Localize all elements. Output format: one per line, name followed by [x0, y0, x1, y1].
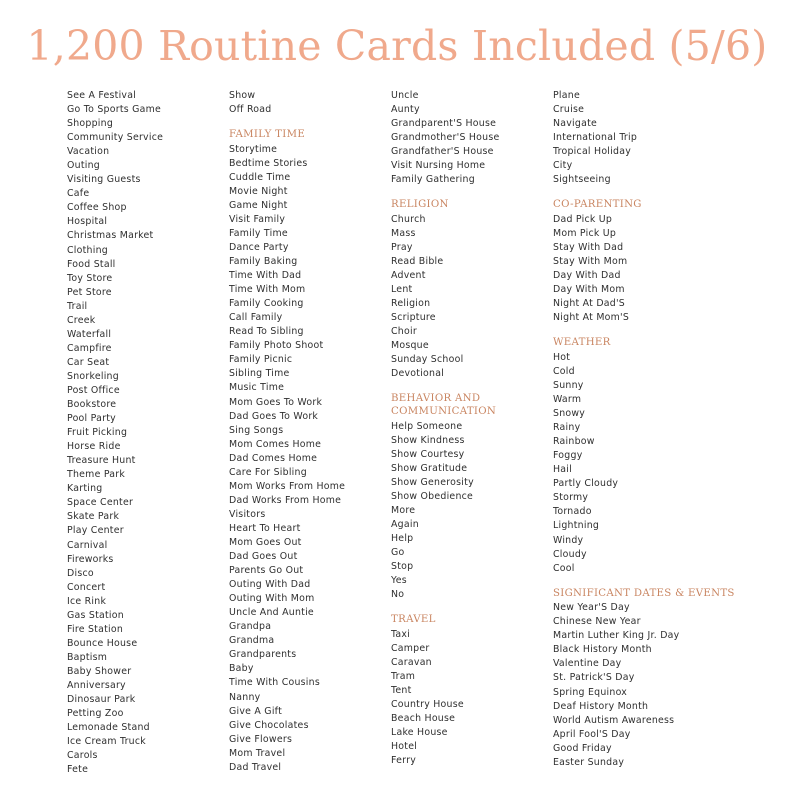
list-item: Community Service — [67, 132, 164, 144]
column-2 — [229, 89, 389, 775]
list-item: Grandpa — [229, 621, 272, 633]
list-item: Chinese New Year — [553, 616, 641, 628]
list-item: Food Stall — [67, 258, 116, 270]
list-item: St. Patrick'S Day — [553, 672, 635, 684]
list-item: Deaf History Month — [553, 700, 649, 712]
list-item: Grandmother'S House — [391, 132, 500, 144]
list-item: Fete — [67, 764, 89, 776]
page-title: 1,200 Routine Cards Included (5/6) — [26, 22, 768, 70]
list-item: Family Time — [229, 227, 288, 239]
list-item: Stormy — [553, 492, 589, 504]
list-item: Visit Nursing Home — [391, 160, 486, 172]
list-item: Black History Month — [553, 644, 652, 656]
list-item: Karting — [67, 483, 103, 495]
list-item: Movie Night — [229, 185, 288, 197]
list-item: Play Center — [67, 525, 124, 537]
list-item: Bookstore — [67, 399, 117, 411]
list-item: Religion — [391, 298, 431, 310]
list-item: Grandfather'S House — [391, 146, 494, 158]
section — [553, 89, 713, 187]
list-item: Hot — [553, 351, 571, 363]
list-item: Storytime — [229, 143, 278, 155]
list-item: Dad Works From Home — [229, 494, 342, 506]
list-item: Church — [391, 213, 426, 225]
list-item: Cloudy — [553, 548, 587, 560]
list-item: Family Gathering — [391, 174, 475, 186]
list-item: Skate Park — [67, 511, 120, 523]
list-item: Tram — [391, 671, 416, 683]
list-item: Heart To Heart — [229, 522, 301, 534]
list-item: Sunny — [553, 379, 584, 391]
list-item: Stay With Dad — [553, 242, 624, 254]
list-item: Hospital — [67, 216, 108, 228]
list-item: Spring Equinox — [553, 686, 628, 698]
list-item: Time With Mom — [229, 284, 306, 296]
list-item: Car Seat — [67, 356, 110, 368]
list-item: Vacation — [67, 146, 110, 158]
list-item: Caravan — [391, 656, 432, 668]
list-item: Space Center — [67, 497, 134, 509]
list-item: Grandparents — [229, 649, 297, 661]
list-item: Disco — [67, 567, 94, 579]
list-item: International Trip — [553, 132, 638, 144]
list-item: Family Cooking — [229, 298, 304, 310]
list-item: Mass — [391, 227, 416, 239]
list-item: Baptism — [67, 651, 108, 663]
list-item: Navigate — [553, 118, 598, 130]
list-item: Family Baking — [229, 256, 298, 268]
list-item: Visitors — [229, 508, 266, 520]
list-item: Christmas Market — [67, 230, 154, 242]
list-item: Call Family — [229, 312, 283, 324]
list-item: Snorkeling — [67, 370, 119, 382]
list-item: Hotel — [391, 741, 418, 753]
section — [553, 587, 735, 770]
section — [67, 89, 227, 777]
item-list — [391, 89, 551, 187]
list-item: Grandma — [229, 635, 275, 647]
list-item: Post Office — [67, 384, 120, 396]
list-item: Treasure Hunt — [67, 455, 136, 467]
list-item: Stay With Mom — [553, 256, 628, 268]
list-item: Dad Goes Out — [229, 551, 298, 563]
list-item: Read To Sibling — [229, 326, 304, 338]
list-item: Mom Comes Home — [229, 438, 322, 450]
list-item: Music Time — [229, 382, 285, 394]
list-item: Bedtime Stories — [229, 157, 308, 169]
list-item: Bounce House — [67, 637, 138, 649]
list-item: Clothing — [67, 244, 109, 256]
list-item: Family Picnic — [229, 354, 293, 366]
list-item: Trail — [67, 300, 88, 312]
list-item: Time With Dad — [229, 270, 302, 282]
item-list — [67, 89, 227, 777]
section-heading: WEATHER — [553, 337, 611, 349]
list-item: Hail — [553, 464, 573, 476]
list-item: Choir — [391, 326, 417, 338]
list-item: Pray — [391, 242, 413, 254]
section — [229, 89, 389, 117]
list-item: Cruise — [553, 104, 585, 116]
list-item: Horse Ride — [67, 441, 121, 453]
list-item: Sunday School — [391, 354, 464, 366]
list-item: Cold — [553, 365, 575, 377]
list-item: Rainy — [553, 422, 581, 434]
list-item: Concert — [67, 581, 106, 593]
list-item: Carols — [67, 750, 98, 762]
list-item: April Fool'S Day — [553, 728, 631, 740]
item-list — [553, 351, 713, 576]
list-item: City — [553, 160, 573, 172]
list-item: Outing With Mom — [229, 593, 315, 605]
list-item: Mom Travel — [229, 747, 286, 759]
list-item: New Year'S Day — [553, 602, 630, 614]
list-item: Nanny — [229, 691, 261, 703]
list-item: Day With Dad — [553, 270, 621, 282]
list-item: Parents Go Out — [229, 565, 304, 577]
list-item: Day With Mom — [553, 284, 625, 296]
section — [553, 337, 713, 575]
list-item: Care For Sibling — [229, 466, 307, 478]
item-list — [229, 143, 389, 775]
list-item: Lent — [391, 284, 413, 296]
list-item: Snowy — [553, 408, 586, 420]
list-item: Good Friday — [553, 742, 612, 754]
list-item: Mom Pick Up — [553, 227, 617, 239]
list-item: Pool Party — [67, 413, 116, 425]
list-item: Mom Goes Out — [229, 537, 302, 548]
list-item: Partly Cloudy — [553, 478, 619, 490]
list-item: Uncle And Auntie — [229, 607, 314, 619]
list-item: Beach House — [391, 713, 456, 725]
list-item: Country House — [391, 699, 464, 711]
list-item: Fruit Picking — [67, 427, 128, 439]
list-item: Dad Comes Home — [229, 452, 318, 464]
list-item: Warm — [553, 394, 582, 406]
list-item: Pet Store — [67, 286, 112, 298]
list-item: Easter Sunday — [553, 756, 625, 768]
list-item: Give Flowers — [229, 733, 293, 745]
list-item: Yes — [391, 575, 407, 587]
section-heading: FAMILY TIME — [229, 129, 306, 141]
list-item: Cool — [553, 562, 575, 574]
section-heading: CO-PARENTING — [553, 199, 642, 211]
list-item: Night At Mom'S — [553, 312, 630, 324]
list-item: Carnival — [67, 539, 108, 551]
section — [229, 129, 389, 775]
list-item: Show Kindness — [391, 434, 465, 446]
item-list — [553, 89, 713, 187]
list-item: Give Chocolates — [229, 719, 309, 731]
list-item: Coffee Shop — [67, 202, 127, 214]
list-item: Give A Gift — [229, 705, 282, 717]
list-item: Sibling Time — [229, 368, 290, 380]
list-item: Go To Sports Game — [67, 104, 162, 116]
section — [391, 89, 551, 187]
list-item: Show Gratitude — [391, 462, 468, 474]
list-item: Show Courtesy — [391, 448, 465, 460]
item-list — [391, 420, 551, 603]
list-item: Advent — [391, 270, 426, 282]
list-item: Baby Shower — [67, 665, 132, 677]
list-item: Devotional — [391, 368, 445, 380]
list-item: Ice Cream Truck — [67, 736, 146, 748]
list-item: Read Bible — [391, 256, 444, 268]
list-item: Grandparent'S House — [391, 118, 497, 130]
list-item: Help — [391, 533, 414, 545]
list-item: Uncle — [391, 90, 419, 101]
list-item: Time With Cousins — [229, 677, 320, 689]
column-1 — [67, 89, 227, 777]
list-item: Scripture — [391, 312, 436, 324]
list-item: Ice Rink — [67, 595, 107, 607]
list-item: Anniversary — [67, 679, 126, 691]
list-item: Dad Travel — [229, 761, 282, 773]
list-item: Campfire — [67, 342, 112, 354]
list-item: Petting Zoo — [67, 708, 124, 720]
section-heading: BEHAVIOR AND — [391, 393, 481, 405]
list-item: Tropical Holiday — [553, 146, 632, 158]
list-item: Windy — [553, 534, 584, 546]
list-item: Dad Pick Up — [553, 213, 613, 225]
list-item: Martin Luther King Jr. Day — [553, 630, 680, 642]
list-item: Mosque — [391, 340, 429, 352]
list-item: No — [391, 589, 405, 601]
list-item: Fire Station — [67, 623, 124, 635]
list-item: Visit Family — [229, 213, 286, 225]
list-item: Theme Park — [67, 469, 126, 481]
section — [391, 199, 551, 381]
list-item: Show Obedience — [391, 490, 474, 502]
item-list — [229, 89, 389, 117]
list-item: Outing With Dad — [229, 579, 311, 591]
list-item: Fireworks — [67, 553, 114, 565]
list-item: World Autism Awareness — [553, 714, 675, 726]
list-item: Lake House — [391, 727, 448, 739]
list-item: Plane — [553, 90, 580, 101]
list-item: Aunty — [391, 104, 420, 116]
list-item: Family Photo Shoot — [229, 340, 324, 352]
list-item: Toy Store — [67, 272, 113, 284]
list-item: Stop — [391, 561, 414, 573]
list-item: Dinosaur Park — [67, 694, 136, 706]
list-item: Taxi — [391, 628, 411, 640]
list-item: Outing — [67, 160, 100, 172]
item-list — [391, 213, 551, 382]
list-item: Lightning — [553, 520, 600, 532]
list-item: Night At Dad'S — [553, 298, 626, 310]
list-item: Waterfall — [67, 328, 112, 340]
list-item: Foggy — [553, 450, 583, 462]
list-item: Mom Works From Home — [229, 480, 346, 492]
list-item: Baby — [229, 663, 254, 675]
section — [391, 614, 551, 768]
list-item: Again — [391, 519, 419, 530]
list-item: Rainbow — [553, 436, 595, 448]
section — [391, 393, 551, 602]
section — [553, 199, 713, 325]
list-item: Cuddle Time — [229, 171, 291, 183]
list-item: Dad Goes To Work — [229, 410, 319, 422]
list-item: Help Someone — [391, 420, 463, 432]
list-item: Sing Songs — [229, 424, 284, 436]
list-item: Lemonade Stand — [67, 722, 150, 734]
section-heading: TRAVEL — [391, 614, 436, 626]
list-item: Sightseeing — [553, 174, 611, 186]
list-item: Cafe — [67, 188, 90, 200]
section-heading: SIGNIFICANT DATES & EVENTS — [553, 587, 735, 599]
list-item: Tent — [391, 685, 412, 697]
list-item: Valentine Day — [553, 658, 622, 670]
list-item: Go — [391, 547, 405, 559]
list-item: More — [391, 504, 416, 516]
list-item: Off Road — [229, 104, 272, 116]
list-item: Visiting Guests — [67, 174, 141, 186]
list-item: Ferry — [391, 755, 416, 767]
item-list — [553, 601, 713, 770]
column-4 — [553, 89, 735, 770]
list-item: Mom Goes To Work — [229, 396, 323, 408]
list-item: Show Generosity — [391, 476, 474, 488]
list-item: Creek — [67, 314, 96, 326]
item-list — [553, 213, 713, 325]
item-list — [391, 628, 551, 768]
list-item: Dance Party — [229, 242, 289, 254]
section-heading: RELIGION — [391, 199, 449, 211]
list-item: See A Festival — [67, 90, 137, 101]
list-item: Shopping — [67, 118, 114, 130]
column-3 — [391, 89, 551, 768]
list-item: Gas Station — [67, 609, 124, 621]
list-item: Show — [229, 90, 256, 101]
list-item: Camper — [391, 642, 430, 654]
list-item: Tornado — [553, 506, 592, 518]
list-item: Game Night — [229, 199, 288, 211]
section-heading: COMMUNICATION — [391, 406, 497, 418]
